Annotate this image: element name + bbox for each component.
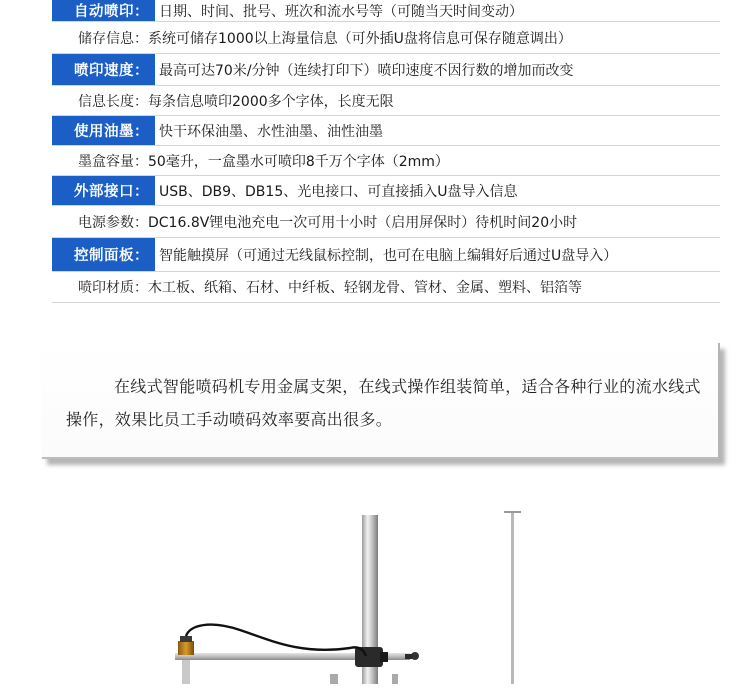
- spec-row-speed: [52, 54, 720, 86]
- spec-value: DC16.8V锂电池充电一次可用十小时（启用屏保时）待机时间20小时: [148, 214, 578, 231]
- spec-row-storage: [52, 22, 720, 54]
- photo-sensor: [178, 641, 194, 655]
- spec-row-control-panel: [52, 238, 720, 272]
- product-photo: [0, 470, 750, 684]
- spec-key: 电源参数：: [78, 214, 148, 231]
- spec-row-interface: [52, 176, 720, 206]
- spec-value: 智能触摸屏（可通过无线鼠标控制，也可在电脑上编辑好后通过U盘导入）: [159, 247, 618, 264]
- spec-row-length: [52, 86, 720, 116]
- spec-key: 喷印材质：: [78, 280, 148, 296]
- spec-row-ink: [52, 116, 720, 146]
- spec-key: 喷印速度：: [52, 54, 155, 85]
- spec-key: 使用油墨：: [52, 116, 155, 145]
- description-text: 在线式智能喷码机专用金属支架，在线式操作组装简单，适合各种行业的流水线式操作，效果比员工手动喷码效率要高出很多。: [66, 377, 701, 429]
- spec-value: 快干环保油墨、水性油墨、油性油墨: [159, 123, 383, 140]
- spec-value: 木工板、纸箱、石材、中纤板、轻钢龙骨、管材、金属、塑料、铝箔等: [148, 280, 582, 296]
- bracket-illustration: [0, 470, 750, 684]
- spec-value: 最高可达70米/分钟（连续打印下）喷印速度不因行数的增加而改变: [159, 62, 574, 79]
- spec-row-capacity: [52, 146, 720, 176]
- description-card: [42, 343, 720, 459]
- spec-value: 50毫升，一盒墨水可喷印8千万个字体（2mm）: [148, 153, 449, 170]
- spec-key: 自动喷印：: [52, 0, 155, 21]
- spec-value: USB、DB9、DB15、光电接口、可直接插入U盘导入信息: [159, 183, 518, 200]
- spec-row-power: [52, 206, 720, 238]
- spec-row-materials: [52, 272, 720, 303]
- spec-value: 每条信息喷印2000多个字体，长度无限: [148, 93, 394, 110]
- spec-key: 外部接口：: [52, 176, 155, 205]
- spec-key: 墨盒容量：: [78, 153, 148, 170]
- spec-table: [52, 0, 720, 303]
- spec-key: 储存信息：: [78, 30, 148, 47]
- spec-key: 信息长度：: [78, 93, 148, 110]
- spec-value: 日期、时间、批号、班次和流水号等（可随当天时间变动）: [159, 3, 523, 20]
- spec-key: 控制面板：: [52, 238, 155, 271]
- spec-value: 系统可储存1000以上海量信息（可外插U盘将信息可保存随意调出）: [148, 30, 572, 47]
- spec-row-auto-print: [52, 0, 720, 22]
